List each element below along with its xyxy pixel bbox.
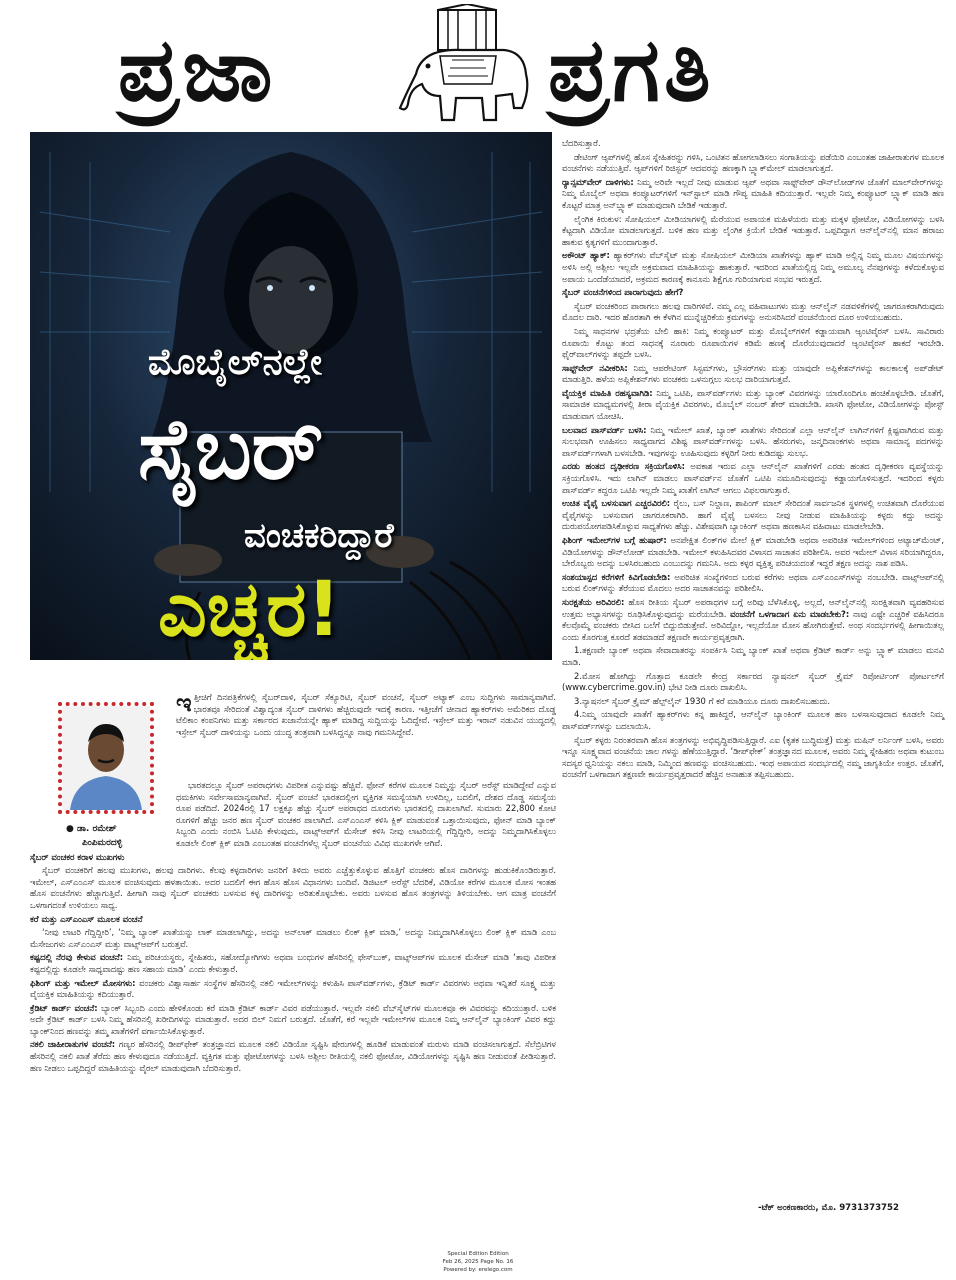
label-software-update: ಸಾಫ್ಟ್‌ವೇರ್ ನವೀಕರಿಸಿ:	[562, 362, 628, 373]
article-paragraph: ಅವಕಾಶ ಇರುವ ಎಲ್ಲಾ ಆನ್‌ಲೈನ್ ಖಾತೆಗಳಿಗೆ ಎರಡು ಹಂತದ ದೃಢೀಕರಣ ವ್ಯವಸ್ಥೆಯನ್ನು ಸಕ್ರಿಯಗೊಳಿಸಿ. ಇದು ಲಾಗಿನ್ ಮಾಡಲು ಪಾಸ್‌ವರ್ಡ್‌ನ ಜೊತೆಗೆ ಒಟಿಪಿ ನಮೂದಿಸುವುದನ್ನು ಕಡ್ಡಾಯಗೊಳಿಸುತ್ತದೆ. ಇದರಿಂದ ಕಳ್ಳರು ಪಾಸ್‌ವರ್ಡ್ ಕದ್ದರೂ ಒಟಿಪಿ ಇಲ್ಲದೇ ನಿಮ್ಮ ಖಾತೆಗೆ ಲಾಗಿನ್ ಆಗಲು ವಿಫಲರಾಗುತ್ತಾರೆ.	[562, 461, 944, 495]
label-ransomware: ರ್‍ಯಾನ್ಸಮ್‌ವೇರ್ ದಾಳಿಗಳು:	[562, 176, 634, 187]
article-paragraph: ಸೈಬರ್ ಕಳ್ಳರು ನಿರಂತರವಾಗಿ ಹೊಸ ತಂತ್ರಗಳನ್ನು ಅಭಿವೃದ್ಧಿಪಡಿಸುತ್ತಿದ್ದಾರೆ. ಎಐ (ಕೃತಕ ಬುದ್ಧಿಮತ್ತೆ) ಮತ್ತು ಮಷಿನ್ ಲರ್ನಿಂಗ್ ಬಳಸಿ, ಅವರು ಇನ್ನೂ ಸೂಕ್ಷ್ಮವಾದ ವಂಚನೆಯ ಜಾಲ ಗಳನ್ನು ಹೆಣೆಯುತ್ತಿದ್ದಾರೆ. ‘ಡೀಪ್‌ಫೇಕ್’ ತಂತ್ರಜ್ಞಾನದ ಮೂಲಕ, ಅವರು ನಿಮ್ಮ ಸ್ನೇಹಿತರು ಅಥವಾ ಕುಟುಂಬ ಸದಸ್ಯರ ಧ್ವನಿಯನ್ನು ನಕಲು ಮಾಡಿ, ನಿಮ್ಮಿಂದ ಹಣವನ್ನು ವಂಚಿಸಬಹುದು. ಇಂಥ ಅಪಾಯದ ಸಂದರ್ಭದಲ್ಲಿ ನಮ್ಮ ಜಾಗೃತಿಯೇ ಉತ್ತರ. ಜೊತೆಗೆ, ವಂಚನೆಗೆ ಒಳಗಾದಾಗ ತಕ್ಷಣವೇ ಕಾರ್ಯಪ್ರವೃತ್ತರಾದರೆ ಹೆಚ್ಚಿನ ಅನಾಹುತ ತಪ್ಪಿಸಬಹುದು.	[562, 734, 944, 780]
author-place: ಪಿಂಪಿಮರದಳ್ಳಿ	[82, 838, 123, 848]
label-safety: ಸುರಕ್ಷತೆಯ ಅರಿವಿರಲಿ:	[562, 596, 625, 607]
subheading-call-sms: ಕರೆ ಮತ್ತು ಎಸ್‌ಎಂಎಸ್ ಮೂಲಕ ವಂಚನೆ	[30, 913, 143, 924]
footer-edition: Special Edition Edition	[447, 1251, 509, 1257]
article-paragraph: ಹೊಸ ರೀತಿಯ ಸೈಬರ್ ಅಪರಾಧಗಳ ಬಗ್ಗೆ ಅರಿವು ಬೆಳೆಸಿಕೊಳ್ಳಿ, ಅಲ್ಲದೆ, ಆನ್‌ಲೈನ್‌ನಲ್ಲಿ ಸುರಕ್ಷಿತವಾಗಿ ವ್ಯವಹರಿಸುವ ಉತ್ತಮ ಅಭ್ಯಾಸಗಳನ್ನು ರೂಢಿಸಿಕೊಳ್ಳುವುದನ್ನು ಮರೆಯಬೇಡಿ.	[562, 596, 944, 619]
article-intro-text: ತ್ತೀಚಿಗೆ ದಿನಪತ್ರಿಕೆಗಳಲ್ಲಿ ಸೈಬರ್‌ದಾಳಿ, ಸೈಬರ್ ಸೆಕ್ಯೂರಿಟಿ, ಸೈಬರ್ ವಂಚನೆ, ಸೈಬರ್ ಅಟ್ಯಾಕ್ ಎಂಬ ಸುದ್ದಿಗಳು ಸಾಮಾನ್ಯವಾಗಿವೆ. ಭಾರತವೂ ಸೇರಿದಂತೆ ವಿಶ್ವಾದ್ಯಂತ ಸೈಬರ್ ದಾಳಿಗಳು ಹೆಚ್ಚಿರುವುದೇ ಇದಕ್ಕೆ ಕಾರಣ. ಇತ್ತೀಚೆಗೆ ಚೀನಾದ ಹ್ಯಾಕರ್‌ಗಳು ಅಮೆರಿಕದ ದೊಡ್ಡ ಟೆಲಿಕಾಂ ಕಂಪನಿಗಳು ಮತ್ತು ಸರ್ಕಾರದ ಖಜಾನೆಯನ್ನೇ ಹ್ಯಾಕ್ ಮಾಡಿದ್ದ ಸುದ್ದಿಯನ್ನು ಓದಿದ್ದೇವೆ. ಇಸ್ರೇಲ್ ಮತ್ತು ಇರಾನ್ ನಡುವಿನ ಯುದ್ಧದಲ್ಲಿ ಇಸ್ರೇಲ್ ಸೈಬರ್ ದಾಳಿಯನ್ನು ಒಂದು ಯುದ್ಧ ತಂತ್ರವಾಗಿ ಬಳಸಿದ್ದನ್ನೂ ನಾವು ಗಮನಿಸಿದ್ದೇವೆ.	[176, 692, 556, 737]
article-paragraph: ಬ್ಯಾಂಕ್ ಸಿಬ್ಬಂದಿ ಎಂದು ಹೇಳಿಕೊಂಡು ಕರೆ ಮಾಡಿ ಕ್ರೆಡಿಟ್ ಕಾರ್ಡ್ ವಿವರ ಪಡೆಯುತ್ತಾರೆ. ಇಲ್ಲವೇ ನಕಲಿ ವೆಬ್‌ಸೈಟ್‌ಗಳ ಮೂಲಕವೂ ಈ ವಿವರವನ್ನು ಕದಿಯುತ್ತಾರೆ. ಬಳಿಕ ಅದೇ ಕ್ರೆಡಿಟ್ ಕಾರ್ಡ್ ಬಳಸಿ ನಿಮ್ಮ ಹೆಸರಿನಲ್ಲಿ ಖರೀದಿಗಳನ್ನು ಮಾಡುತ್ತಾರೆ. ಅದರ ಬಿಲ್ ನಿಮಗೆ ಬರುತ್ತದೆ. ಜೊತೆಗೆ, ಕರೆ ಇಲ್ಲವೇ ಇಮೇಲ್‌ಗಳ ಮೂಲಕ ನಿಮ್ಮ ಆನ್‌ಲೈನ್ ಬ್ಯಾಂಕಿಂಗ್ ವಿವರ ಕದ್ದು ಬ್ಯಾಂಕ್‌ನಿಂದ ಹಣವನ್ನು ತಮ್ಮ ಖಾತೆಗಳಿಗೆ ವರ್ಗಾಯಿಸಿಕೊಳ್ಳುತ್ತಾರೆ.	[30, 1002, 556, 1036]
hero-headline-line2: ಸೈಬರ್	[138, 400, 324, 498]
masthead	[0, 0, 956, 128]
byline: -ಟೆಕ್ ಅಂಕಣಕಾರರು, ಮೊ. 9731373752	[758, 1203, 899, 1213]
article-paragraph: ಅಪರಿಚಿತ ಸಂಖ್ಯೆಗಳಿಂದ ಬರುವ ಕರೆಗಳು ಅಥವಾ ಎಸ್‌ಎಂಎಸ್‌ಗಳನ್ನು ನಂಬಬೇಡಿ. ವಾಟ್ಸ್ಆಪ್‌ನಲ್ಲಿ ಬರುವ ಲಿಂಕ್‌ಗಳನ್ನು ತೆರೆಯುವ ಮೊದಲು ಅದರ ಸಾಚಾತನವನ್ನು ಪರಿಶೀಲಿಸಿ.	[562, 571, 944, 594]
label-victim: ವಂಚನೆಗೆ ಒಳಗಾದಾಗ ಏನು ಮಾಡಬೇಕು?:	[730, 608, 850, 619]
step-item: 2.ಮೋಸ ಹೋಗಿದ್ದು ಗೊತ್ತಾದ ಕೂಡಲೇ ಕೇಂದ್ರ ಸರ್ಕಾರದ ನ್ಯಾಷನಲ್ ಸೈಬರ್ ಕ್ರೈಮ್ ರಿಪೋರ್ಟಿಂಗ್ ಪೋರ್ಟಲ್‌ಗೆ (www.cybercrime.gov.in) ಭೇಟಿ ನೀಡಿ ದೂರು ದಾಖಲಿಸಿ.	[562, 670, 944, 693]
masthead-title-right: ಪ್ರಗತಿ	[548, 17, 715, 121]
article-paragraph: ನಿಮ್ಮ ಆಪರೇಟಿಂಗ್ ಸಿಸ್ಟಮ್‌ಗಳು, ಬ್ರೌಸರ್‌ಗಳು ಮತ್ತು ಯಾವುದೇ ಅಪ್ಲಿಕೇಶನ್‌ಗಳನ್ನು ಕಾಲಕಾಲಕ್ಕೆ ಅಪ್‌ಡೇಟ್ ಮಾಡುತ್ತಿರಿ. ಹಳೆಯ ಅಪ್ಲಿಕೇಶನ್‌ಗಳು ವಂಚಕರು ಒಳನುಗ್ಗಲು ಸುಲಭ ದಾರಿಯಾಗುತ್ತವೆ.	[562, 362, 944, 385]
article-paragraph: ನಿಮ್ಮ ಪರಿಚಯಸ್ಥರು, ಸ್ನೇಹಿತರು, ಸಹೋದ್ಯೋಗಿಗಳು ಅಥವಾ ಬಂಧುಗಳ ಹೆಸರಿನಲ್ಲಿ ಫೇಸ್‌ಬುಕ್, ವಾಟ್ಸ್ಆಪ್‌ಗಳ ಮೂಲಕ ಮೆಸೇಜ್ ಮಾಡಿ ‘ತಾವು ವಿಪರೀತ ಕಷ್ಟದಲ್ಲಿದ್ದು ಕೂಡಲೇ ಸಾಧ್ಯವಾದಷ್ಟು ಹಣ ಸಹಾಯ ಮಾಡಿ’ ಎಂದು ಕೇಳುತ್ತಾರೆ.	[30, 952, 556, 974]
subheading-escape: ಸೈಬರ್ ವಂಚನೆಗಳಿಂದ ಪಾರಾಗುವುದು ಹೇಗೆ?	[562, 287, 684, 298]
article-paragraph: ಗಣ್ಯರ ಹೆಸರಿನಲ್ಲಿ ಡೀಪ್‌ಫೇಕ್ ತಂತ್ರಜ್ಞಾನದ ಮೂಲಕ ನಕಲಿ ವಿಡಿಯೋ ಸೃಷ್ಟಿಸಿ ಷೇರುಗಳಲ್ಲಿ ಹೂಡಿಕೆ ಮಾಡುವಂತೆ ಮರುಳು ಮಾಡಿ ವಂಚಿಸಲಾಗುತ್ತದೆ. ಸೆಲೆಬ್ರಿಟಿಗಳ ಹೆಸರಿನಲ್ಲಿ ನಕಲಿ ಖಾತೆ ತೆರೆದು ಹಣ ಕೇಳುವುದೂ ನಡೆಯುತ್ತಿದೆ. ವ್ಯಕ್ತಿಗತ ಮತ್ತು ಫೋಟೋಗಳನ್ನು ಬಳಸಿ ಅಶ್ಲೀಲ ರೀತಿಯಲ್ಲಿ ನಕಲಿ ಫೋಟೋ, ವಿಡಿಯೋಗಳನ್ನು ಸೃಷ್ಟಿಸಿ ಹಣ ನೀಡುವಂತೆ ಪೀಡಿಸುತ್ತಾರೆ. ಹಣ ನೀಡಲು ಒಪ್ಪದಿದ್ದರೆ ಮಾಹಿತಿಯನ್ನು ವೈರಲ್ ಮಾಡುವುದಾಗಿ ಬೆದರಿಸುತ್ತಾರೆ.	[30, 1039, 556, 1073]
label-suspicious-calls: ಸಂಶಯಾಸ್ಪದ ಕರೆಗಳಿಗೆ ಕಿವಿಗೊಡಬೇಡಿ:	[562, 571, 671, 582]
hero-headline-warning: ಎಚ್ಚರ!	[158, 564, 342, 653]
elephant-ambari-icon	[392, 4, 542, 126]
masthead-title-left: ಪ್ರಜಾ	[118, 17, 277, 121]
step-item: 4.ನಿಮ್ಮ ಯಾವುದೇ ಖಾತೆಗೆ ಹ್ಯಾಕರ್‌ಗಳು ಕನ್ನ ಹಾಕಿದ್ದರೆ, ಆನ್‌ಲೈನ್ ಬ್ಯಾಂಕಿಂಗ್ ಮೂಲಕ ಹಣ ಬಳಸಾಸುವುದಾದ ಕೂಡಲೇ ನಿಮ್ಮ ಪಾಸ್‌ವರ್ಡ್‌ಗಳನ್ನು ಬದಲಾಯಿಸಿ.	[562, 709, 944, 731]
label-credit-card: ಕ್ರೆಡಿಟ್ ಕಾರ್ಡ್ ವಂಚನೆ:	[30, 1002, 98, 1013]
article-paragraph: ನಿಮ್ಮ ಒಟಿಪಿ, ಪಾಸ್‌ವರ್ಡ್‌ಗಳು ಮತ್ತು ಬ್ಯಾಂಕ್ ವಿವರಗಳನ್ನು ಯಾರೊಂದಿಗೂ ಹಂಚಿಕೊಳ್ಳಬೇಡಿ. ಜೊತೆಗೆ, ಸಾಮಾಜಿಕ ಮಾಧ್ಯಮಗಳಲ್ಲಿ ತೀರಾ ವೈಯಕ್ತಿಕ ವಿವರಗಳು, ಮೊಬೈಲ್ ನಂಬರ್ ಶೇರ್ ಮಾಡಬೇಡಿ. ಖಾಸಗಿ ಫೋಟೋ, ವಿಡಿಯೋಗಳನ್ನು ಪೋಸ್ಟ್ ಮಾಡುವಾಗ ಯೋಚಿಸಿ.	[562, 387, 944, 422]
label-phishing: ಫಿಶಿಂಗ್ ಮತ್ತು ಇಮೇಲ್ ಮೋಸಗಳು:	[30, 977, 136, 988]
article-paragraph: ನಿಮ್ಮ ಸಾಧನಗಳ ಭದ್ರತೆಯ ಬೇಲಿ ಹಾಕಿ: ನಿಮ್ಮ ಕಂಪ್ಯೂಟರ್ ಮತ್ತು ಮೊಬೈಲ್‌ಗಳಿಗೆ ಕಡ್ಡಾಯವಾಗಿ ಆ್ಯಂಟಿವೈರಸ್ ಬಳಸಿ. ಸಾವಿರಾರು ರೂಪಾಯಿ ಕೊಟ್ಟು ತಂದ ಸಾಧನಕ್ಕೆ ನೂರಾರು ರೂಪಾಯಿಗಳ ಕಡಿಮೆ ಹಣಕ್ಕೆ ದೊರೆಯುವುದಾದರೆ ಆ್ಯಂಟಿವೈರಸ್ ಹಾಕದೆ ಇರಬೇಡಿ. ಫೈರ್‌ವಾಲ್‌ಗಳನ್ನು ತಪ್ಪದೇ ಬಳಸಿ.	[562, 325, 944, 360]
article-paragraph: ವಂಚಕರು ವಿಶ್ವಾಸಾರ್ಹ ಸಂಸ್ಥೆಗಳ ಹೆಸರಿನಲ್ಲಿ ನಕಲಿ ಇಮೇಲ್‌ಗಳನ್ನು ಕಳುಹಿಸಿ ಪಾಸ್‌ವರ್ಡ್‌ಗಳು, ಕ್ರೆಡಿಟ್ ಕಾರ್ಡ್ ವಿವರಗಳು ಅಥವಾ ಇನ್ನಿತರೆ ಸೂಕ್ಷ್ಮ ಮತ್ತು ವೈಯಕ್ತಿಕ ಮಾಹಿತಿಯನ್ನು ಕದಿಯುತ್ತಾರೆ.	[30, 977, 556, 1000]
label-free-wifi: ಉಚಿತ ವೈಫೈ ಬಳಸುವಾಗ ಎಚ್ಚರವಿರಲಿ:	[562, 498, 671, 509]
drop-cap: ಇ	[176, 689, 192, 717]
article-intro	[176, 689, 556, 740]
article-paragraph: ನಾವು ಎಷ್ಟೇ ಎಚ್ಚರಿಕೆ ವಹಿಸಿದರೂ ಕೆಲವೊಮ್ಮೆ ವಂಚಕರು ಬೀಸಿದ ಬಲೆಗೆ ಬಿದ್ದುಬಿಡುತ್ತೇವೆ. ಅರಿವಿದ್ದೋ, ಇಲ್ಲದೆಯೋ ಮೋಸ ಹೋಗಿರುತ್ತೇವೆ. ಅಂಥ ಸಂದರ್ಭಗಳಲ್ಲಿ ಹೀಗಾಯಿತಲ್ಲ ಎಂದು ಕೊರಗುತ್ತ ಕೂರದೆ ತಡಮಾಡದೆ ತಕ್ಷಣವೇ ಕಾರ್ಯಪ್ರವೃತ್ತರಾಗಿ.	[562, 608, 945, 642]
step-item: 3.ನ್ಯಾಷನಲ್ ಸೈಬರ್ ಕ್ರೈಮ್ ಹೆಲ್ಪ್‌ಲೈನ್ 1930 ಗೆ ಕರೆ ಮಾಡಿಯೂ ದೂರು ದಾಖಲಿಸಬಹುದು.	[574, 695, 831, 706]
label-help-fraud: ಕಷ್ಟದಲ್ಲಿ ನೆರವು ಕೇಳುವ ವಂಚನೆ:	[30, 952, 124, 963]
label-account-hack: ಅಕೌಂಟ್ ಹ್ಯಾಕ್:	[562, 250, 610, 261]
article-paragraph: ಭಾರತದಲ್ಲೂ ಸೈಬರ್ ಅಪರಾಧಗಳು ವಿಪರೀತ ಎನ್ನುವಷ್ಟು ಹೆಚ್ಚಿವೆ. ಫೋನ್ ಕರೆಗಳ ಮೂಲಕ ನಿಮ್ಮನ್ನು ಸೈಬರ್ ಅರೆಸ್ಟ್ ಮಾಡಿದ್ದೇವೆ ಎನ್ನುವ ಧಮಕಿಗಳು ಸರ್ವೇಸಾಮಾನ್ಯವಾಗಿವೆ. ಸೈಬರ್ ವಂಚನೆ ಭಾರತದಲ್ಲೀಗ ವ್ಯಕ್ತಿಗತ ಸಮಸ್ಯೆಯಾಗಿ ಉಳಿದಿಲ್ಲ, ಬದಲಿಗೆ, ದೇಶದ ದೊಡ್ಡ ಸಮಸ್ಯೆಯ ರೂಪ ಪಡೆದಿದೆ. 2024ರಲ್ಲಿ 17 ಲಕ್ಷಕ್ಕೂ ಹೆಚ್ಚು ಸೈಬರ್ ಅಪರಾಧದ ದೂರುಗಳು ಭಾರತದಲ್ಲಿ ದಾಖಲಾಗಿವೆ. ಸುಮಾರು 22,800 ಕೋಟಿ ರೂಗಳಿಗೆ ಹೆಚ್ಚು ಜನರ ಹಣ ಸೈಬರ್ ವಂಚಕರ ಪಾಲಾಗಿದೆ. ಎಸ್‌ಎಂಎಸ್ ಕಳಿಸಿ ಕ್ಲಿಕ್ ಮಾಡುವಂತೆ ಒತ್ತಾಯಿಸುವುದು, ಫೋನ್ ಮಾಡಿ ಬ್ಯಾಂಕ್ ಸಿಬ್ಬಂದಿ ಎಂದು ನಂಬಿಸಿ ಓಟಿಪಿ ಕೇಳುವುದು, ವಾಟ್ಸ್ಆಪ್‌ಗೆ ಮೆಸೇಜ್ ಕಳಿಸಿ ನೀವು ಲಾಟರಿಯಲ್ಲಿ ಗೆದ್ದಿದ್ದೀರಿ, ಅದನ್ನು ನಿಮ್ಮದಾಗಿಸಿಕೊಳ್ಳಲು ಕೂಡಲೇ ಲಿಂಕ್ ಕ್ಲಿಕ್ ಮಾಡಿ ಎಂಬಂತಹ ವಂಚನೆಗಳೆಲ್ಲ ಸೈಬರ್ ವಂಚನೆಯ ವಿವಿಧ ಮುಖಗಳೇ ಆಗಿವೆ.	[176, 780, 556, 848]
step-item: 1.ತಕ್ಷಣವೇ ಬ್ಯಾಂಕ್ ಅಥವಾ ಸೇವಾದಾತರನ್ನು ಸಂಪರ್ಕಿಸಿ ನಿಮ್ಮ ಬ್ಯಾಂಕ್ ಖಾತೆ ಅಥವಾ ಕ್ರೆಡಿಟ್ ಕಾರ್ಡ್ ಅನ್ನು ಬ್ಲ್ಯಾಕ್ ಮಾಡಲು ಮನವಿ ಮಾಡಿ.	[562, 645, 944, 667]
article-paragraph: ಲೈಂಗಿಕ ಕಿರುಕುಳ: ಸೋಷಿಯಲ್ ಮೀಡಿಯಾಗಳಲ್ಲಿ ಮೆರೆಯುವ ಅಪಾಯಕ ಮಹಿಳೆಯರು ಮತ್ತು ಮಕ್ಕಳ ಫೋಟೋ, ವಿಡಿಯೋಗಳನ್ನು ಬಳಸಿ ಕೆಟ್ಟದಾಗಿ ವಿಡಿಯೋ ಮಾಡಲಾಗುತ್ತದೆ. ಬಳಿಕ ಹಣ ಮತ್ತು ಲೈಂಗಿಕ ಕ್ರಿಯೆಗೆ ಬೇಡಿಕೆ ಇಡುತ್ತಾರೆ. ಒಪ್ಪದಿದ್ದಾಗ ಆನ್‌ಲೈನ್‌ನಲ್ಲಿ ಮಾನ ಹರಾಜು ಹಾಕುವ ಕೃತ್ಯಗಳಿಗೆ ಮುಂದಾಗುತ್ತಾರೆ.	[562, 213, 944, 247]
hero-headline-line3: ವಂಚಕರಿದ್ದಾರೆ	[244, 516, 394, 556]
label-strong-password: ಬಲವಾದ ಪಾಸ್‌ವರ್ಡ್ ಬಳಸಿ:	[562, 424, 647, 435]
label-phishing-link: ಫಿಶಿಂಗ್ ಇಮೇಲ್‌ಗಳ ಬಗ್ಗೆ ಹುಷಾರ್:	[562, 535, 667, 545]
footer-date: Feb 26, 2025 Page No. 16	[442, 1259, 514, 1265]
article-paragraph: ಡೇಟಿಂಗ್ ಆ್ಯಪ್‌ಗಳಲ್ಲಿ ಹೊಸ ಸ್ನೇಹಿತರನ್ನು ಗಳಿಸಿ, ಒಂಟಿತನ ಹೋಗಲಾಡಿಸಲು ಸಂಗಾತಿಯನ್ನು ಪಡೆಯಿರಿ ಎಂಬಂತಹ ಜಾಹೀರಾತುಗಳ ಮೂಲಕ ವಂಚನೆಗಳು ನಡೆಯುತ್ತಿವೆ. ಆ್ಯಪ್‌ಗಳಿಗೆ ರಿಜಿಸ್ಟರ್ ಆದವರನ್ನು ಹಣಕ್ಕಾಗಿ ಬ್ಲ್ಯಾಕ್‌ಮೇಲ್ ಮಾಡಲಾಗುತ್ತದೆ.	[562, 151, 944, 174]
article-paragraph: ಸೈಬರ್ ವಂಚಕರಿಗೆ ಹಲವು ಮುಖಗಳು, ಹಲವು ದಾರಿಗಳು. ಕೆಲವು ಕಳ್ಳದಾರಿಗಳು ಜನರಿಗೆ ತಿಳಿದು ಅವರು ಎಚ್ಚೆತ್ತುಕೊಳ್ಳುವ ಹೊತ್ತಿಗೆ ವಂಚಕರು ಹೊಸ ದಾರಿಗಳನ್ನು ಹುಡುಕಿಕೊಂಡಿರುತ್ತಾರೆ. ಇಮೇಲ್, ಎಸ್‌ಎಂಎಸ್ ಮೂಲಕ ವಂಚಿಸುವುದು ಹಳತಾಯಿತು. ಅದರ ಬದಲಿಗೆ ಈಗ ಹೊಸ ಹೊಸ ವಿಧಾನಗಳು ಬಂದಿವೆ. ಡಿಜಿಟಲ್ ಅರೆಸ್ಟ್ ಬೆದರಿಕೆ, ವಿಡಿಯೋ ಕರೆಗಳ ಮೂಲಕ ಮೋಸ ಇಂತಹ ಹೊಸ ವಂಚನೆಗಳು ಹೆಚ್ಚಾಗುತ್ತಿವೆ. ಹೀಗಾಗಿ ನಾವು ಸೈಬರ್ ವಂಚಕರು ಬಳಸುವ ಕಳ್ಳ ದಾರಿಗಳನ್ನು ಅರಿತುಕೊಳ್ಳಬೇಕು. ಅವರು ಬಳಸುವ ಹೊಸ ತಂತ್ರಗಳನ್ನು ತಿಳಿಯಬೇಕು. ಆಗ ಮಾತ್ರ ವಂಚನೆಗೆ ಒಳಗಾಗದಂತೆ ಉಳಿಯಲು ಸಾಧ್ಯ.	[30, 865, 556, 910]
hero-headline-line1: ಮೊಬೈಲ್‌ನಲ್ಲೇ	[148, 342, 323, 383]
article-paragraph: ರೈಲು, ಬಸ್ ನಿಲ್ದಾಣ, ಶಾಪಿಂಗ್ ಮಾಲ್ ಸೇರಿದಂತೆ ಸಾರ್ವಜನಿಕ ಸ್ಥಳಗಳಲ್ಲಿ ಉಚಿತವಾಗಿ ದೊರೆಯುವ ವೈಫೈಗಳನ್ನು ಬಳಸುವಾಗ ಜಾಗರೂಕರಾಗಿರಿ. ಹಾಗೆ ವೈಫೈ ಬಳಸಲು ನೀವು ನೀಡುವ ಮಾಹಿತಿಯನ್ನು ಕಳ್ಳರು ಕದ್ದು ಅದನ್ನು ದುರುಪಯೋಗಪಡಿಸಿಕೊಳ್ಳುವ ಸಾಧ್ಯತೆಗಳು ಹೆಚ್ಚು. ವಿಶೇಷವಾಗಿ ಬ್ಯಾಂಕಿಂಗ್ ಅಥವಾ ಹಣಕಾಸಿನ ವಹಿವಾಟು ಮಾಡಲೇಬೇಡಿ.	[562, 498, 944, 532]
subheading-faces: ಸೈಬರ್ ವಂಚಕರ ಕರಾಳ ಮುಖಗಳು	[30, 851, 125, 862]
article-paragraph: ಅನಪೇಕ್ಷಿತ ಲಿಂಕ್‌ಗಳ ಮೇಲೆ ಕ್ಲಿಕ್ ಮಾಡಬೇಡಿ ಅಥವಾ ಅಪರಿಚಿತ ಇಮೇಲ್‌ಗಳಿಂದ ಅಟ್ಯಾಚ್‌ಮೆಂಟ್, ವಿಡಿಯೋಗಳನ್ನು ಡೌನ್‌ಲೋಡ್ ಮಾಡಬೇಡಿ. ಇಮೇಲ್ ಕಳುಹಿಸಿದವರ ವಿಳಾಸದ ಸಾಚಾತನ ಪರಿಶೀಲಿಸಿ. ಅವರ ಇಮೇಲ್ ವಿಳಾಸ ಸರಿಯಾಗಿದ್ದರೂ, ಬೇರೊಬ್ಬರು ಅದನ್ನು ಬಳಸಿರಬಹುದು ಎಂಬುದನ್ನು ಗಮನಿಸಿ. ಅದು ಕಳ್ಳರ ವ್ಯಕ್ತಿತ್ವ ಪರಿಚಯದಂತೆ ಇದ್ದರೆ ತಕ್ಷಣ ಅದನ್ನು ನಾಶ ಪಡಿಸಿ.	[562, 535, 944, 569]
article-paragraph: ಸೈಬರ್ ವಂಚಕರಿಂದ ಪಾರಾಗಲು ಹಲವು ದಾರಿಗಳಿವೆ. ನಮ್ಮ ಎಲ್ಲ ವಹಿವಾಟುಗಳು ಮತ್ತು ಆನ್‌ಲೈನ್ ನಡವಳಿಕೆಗಳಲ್ಲಿ ಜಾಗರೂಕರಾಗಿರುವುದು ಮೊದಲ ದಾರಿ. ಇದರ ಹೊರತಾಗಿ ಈ ಕೆಳಗಿನ ಮುನ್ನೆಚ್ಚರಿಕೆಯ ಕ್ರಮಗಳನ್ನು ಅನುಸರಿಸಿದರೆ ವಂಚನೆಯಿಂದ ದೂರ ಉಳಿಯಬಹುದು.	[562, 300, 944, 323]
article-right-column	[562, 138, 944, 783]
author-name: ● ಡಾ. ರಮೇಶ್	[66, 824, 117, 834]
label-two-factor: ಎರಡು ಹಂತದ ದೃಢೀಕರಣ ಸಕ್ರಿಯಗೊಳಿಸಿ:	[562, 461, 685, 472]
label-fake-ads: ನಕಲಿ ಜಾಹೀರಾತುಗಳ ವಂಚನೆ:	[30, 1039, 116, 1050]
article-left-column	[30, 780, 556, 1076]
article-paragraph: ಹ್ಯಾಕರ್‌ಗಳು ವೆಬ್‌ಸೈಟ್ ಮತ್ತು ಸೋಷಿಯಲ್ ಮೀಡಿಯಾ ಖಾತೆಗಳನ್ನು ಹ್ಯಾಕ್ ಮಾಡಿ ಅಲ್ಲಿನ್ನ ನಿಮ್ಮ ಮೂಲ ವಿಷಯಗಳನ್ನು ಅಳಿಸಿ ಅಲ್ಲಿ ಅಶ್ಲೀಲ ಇಲ್ಲವೇ ಅಕ್ರಮವಾದ ಮಾಹಿತಿಯನ್ನು ಹಾಕುತ್ತಾರೆ. ಇದರಿಂದ ಖಾತೆಯಲ್ಲಿದ್ದ ನಿಮ್ಮ ಅಮೂಲ್ಯ ನೆನಪುಗಳನ್ನು ಕಳೆದುಕೊಳ್ಳುವ ಅಪಾಯ ಒಂದೆಡೆಯಾದರೆ, ಅಕ್ರಮದ ಕಾರಣಕ್ಕೆ ಕಾನೂನು ಶಿಕ್ಷೆಗೂ ಗುರಿಯಾಗುವ ಸಂಭವ ಇರುತ್ತದೆ.	[562, 250, 945, 284]
article-paragraph: ನಿಮ್ಮ ಅರಿವೇ ಇಲ್ಲದೆ ನೀವು ಮಾಡುವ ಆ್ಯಪ್ ಅಥವಾ ಸಾಫ್ಟ್‌ವೇರ್ ಡೌನ್‌ಲೋಡ್‌ಗಳ ಜೊತೆಗೆ ಮಾಲ್‌ವೇರ್‌ಗಳನ್ನು ನಿಮ್ಮ ಮೊಬೈಲ್ ಅಥವಾ ಕಂಪ್ಯೂಟರ್‌ಗಳಿಗೆ ಇನ್‌ಸ್ಟಾಲ್ ಮಾಡಿ ಗೌಪ್ಯ ಮಾಹಿತಿ ಕದಿಯುತ್ತಾರೆ. ಇಲ್ಲವೇ ನಿಮ್ಮ ಕಂಪ್ಯೂಟರ್ ಬ್ಲ್ಯಾಕ್ ಮಾಡಿ ಹಣ ಕೊಟ್ಟರೆ ಮಾತ್ರ ಅನ್‌ಬ್ಲ್ಯಾಕ್ ಮಾಡುವುದಾಗಿ ಬೇಡಿಕೆ ಇಡುತ್ತಾರೆ.	[562, 176, 944, 210]
article-paragraph: ‘ನೀವು ಲಾಟರಿ ಗೆದ್ದಿದ್ದೀರಿ’, ‘ನಿಮ್ಮ ಬ್ಯಾಂಕ್ ಖಾತೆಯನ್ನು ಲಾಕ್ ಮಾಡಲಾಗಿದ್ದು, ಅದನ್ನು ಅನ್‌ಲಾಕ್ ಮಾಡಲು ಲಿಂಕ್ ಕ್ಲಿಕ್ ಮಾಡಿ,’ ಅದನ್ನು ನಿಮ್ಮದಾಗಿಸಿಕೊಳ್ಳಲು ಲಿಂಕ್ ಕ್ಲಿಕ್ ಮಾಡಿ ಎಂಬ ಮೆಸೇಜುಗಳು ಎಸ್‌ಎಂಎಸ್ ಮತ್ತು ವಾಟ್ಸ್ಆಪ್‌ಗೆ ಬರುತ್ತವೆ.	[30, 927, 556, 949]
article-paragraph: ನಿಮ್ಮ ಇಮೇಲ್ ಖಾತೆ, ಬ್ಯಾಂಕ್ ಖಾತೆಗಳು ಸೇರಿದಂತೆ ಎಲ್ಲಾ ಆನ್‌ಲೈನ್ ಲಾಗಿನ್‌ಗಳಿಗೆ ಕ್ಲಿಷ್ಟವಾಗಿರುವ ಮತ್ತು ಸುಲಭವಾಗಿ ಊಹಿಸಲು ಸಾಧ್ಯವಾಗದ ವಿಶಿಷ್ಟ ಪಾಸ್‌ವರ್ಡ್‌ಗಳನ್ನು ಬಳಸಿ. ಹೆಸರುಗಳು, ಜನ್ಮದಿನಾಂಕಗಳು ಅಥವಾ ಸಾಮಾನ್ಯ ಪದಗಳನ್ನು ಪಾಸ್‌ವರ್ಡ್‌ಗಳಾಗಿ ಬಳಸಬೇಡಿ. ಇವುಗಳನ್ನು ಊಹಿಸುವುದು ಕಳ್ಳರಿಗೆ ನೀರು ಕುಡಿದಷ್ಟು ಸುಲಭ.	[562, 424, 944, 458]
article-paragraph: ಬೆದರಿಸುತ್ತಾರೆ.	[562, 138, 601, 148]
label-personal-info: ವೈಯಕ್ತಿಕ ಮಾಹಿತಿ ರಹಸ್ಯವಾಗಿಡಿ:	[562, 387, 653, 398]
hero-image	[30, 132, 552, 660]
footer-powered-by: Powered by: erelego.com	[443, 1267, 513, 1273]
